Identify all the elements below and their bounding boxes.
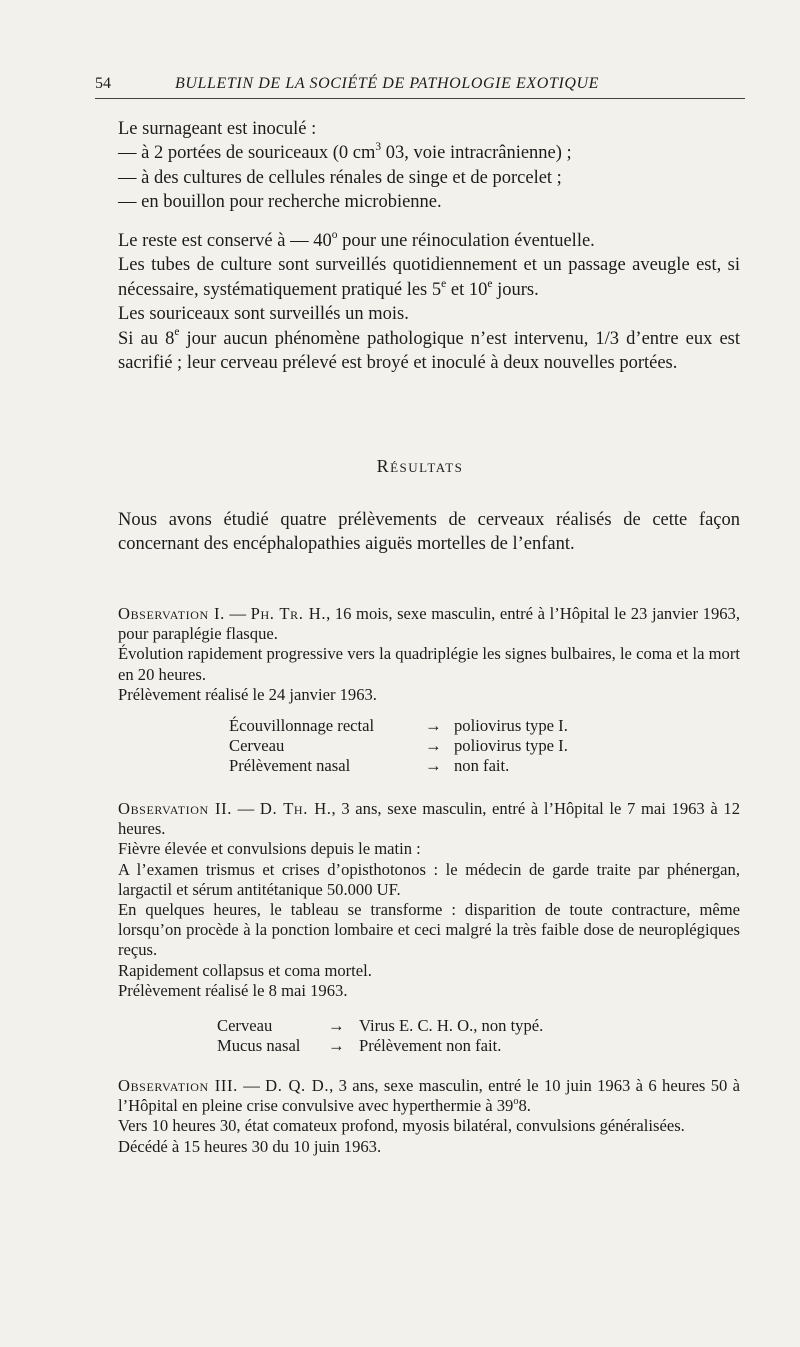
observation-3-coma: Vers 10 heures 30, état comateux profond, myosis bilatéral, convulsions généralisées. [118,1116,685,1136]
inoculation-item-1: — à 2 portées de souriceaux (0 $cm^3$ 03, voie intracrânienne) ; [118,141,572,164]
storage-paragraph: Le reste est conservé à — 40$^o$ pour une réinoculation éventuelle. [118,228,595,251]
observation-2-collapse: Rapidement collapsus et coma mortel. [118,960,372,980]
observation-2-evolution: En quelques heures, le tableau se transforme : disparition de toute contracture, même lorsqu’on procède à la ponction lombaire et ceci malgré la très faible dose de neuroplégiques reçus. [118,900,740,960]
section-heading: Résultats [376,456,464,476]
culture-paragraph: Les tubes de culture sont surveillés quotidiennement et un passage aveugle est, si nécessaire, systématiquement pratiqué les 5e et 10e jours. [118,255,740,300]
running-header [95,74,745,99]
observation-3-heading: Observation III. — D. Q. D., 3 ans, sexe masculin, entré le 10 juin 1963 à 6 heures 50 à l’Hôpital en pleine crise convulsive avec hyperthermie à 39$^o$8. [118,1076,741,1116]
observation-1 [118,604,740,705]
observation-1-evolution: Évolution rapidement progressive vers la quadriplégie les signes bulbaires, le coma et la mort en 20 heures. [118,644,740,684]
page: 54 BULLETIN DE LA SOCIÉTÉ DE PATHOLOGIE EXOTIQUE Le surnageant est inoculé : — à 2 portées de souriceaux (0 $cm^3$ 03, voie intracrânienne) ; — à des cultures de cellules rénales de singe et de porcelet ; — en bouillon pour recherche microbienne. Le reste est conservé à — 40$^o$ pour une réinoculation éventuelle. Les tubes de culture sont surveillés quotidiennement et un passage aveugle est, si nécessaire, systématiquement pratiqué les 5e et 10e jours. Les souriceaux sont surveillés un mois. Si au 8e jour aucun phénomène pathologique n’est intervenu, 1/3 d’entre eux est sacrifié ; leur cerveau prélevé est broyé et inoculé à deux nouvelles portées. Résultats Nous avons étudié quatre prélèvements de cerveaux réalisés de cette façon concernant des encéphalopathies aiguës mortelles de l’enfant. Observation I. — Ph. Tr. H., 16 mois, sexe masculin, entré à l’Hôpital le 23 janvier 1963, pour paraplégie flasque. Évolution rapidement progressive vers la quadriplégie les signes bulbaires, le coma et la mort en 20 heures. Prélèvement réalisé le 24 janvier 1963. Écouvillonnage rectal → poliovirus type I. Cerveau → poliovirus type I. Prélèvement nasal → non fait. Observation II. — D. Th. H., 3 ans, sexe masculin, entré à l’Hôpital le 7 mai 1963 à 12 heures. Fièvre élevée et convulsions depuis le matin : A l’examen trismus et crises d’opisthotonos : le médecin de garde traite par phénergan, largactil et sérum antitétanique 50.000 UF. En quelques heures, le tableau se transforme : disparition de toute contracture, même lorsqu’on procède à la ponction lombaire et ceci malgré la très faible dose de neuroplégiques reçus. Rapidement collapsus et coma mortel. Prélèvement réalisé le 8 mai 1963. Cerveau → Virus E. C. H. O., non typé. Mucus nasal → Prélèvement non fait. Observation III. — D. Q. D., 3 ans, sexe masculin, entré le 10 juin 1963 à 6 heures 50 à l’Hôpital en pleine crise convulsive avec hyperthermie à 39$^o$8. Vers 10 heures 30, état comateux profond, myosis bilatéral, convulsions généralisées. Décédé à 15 heures 30 du 10 juin 1963. [0,0,800,1347]
observation-3 [118,1076,740,1157]
inoculation-item-3: — en bouillon pour recherche microbienne. [118,192,442,213]
observation-2 [118,799,740,1001]
observation-2-fever: Fièvre élevée et convulsions depuis le matin : [118,839,421,859]
results-intro-block [118,508,740,557]
inoculation-intro: Le surnageant est inoculé : [118,119,317,139]
method-section [118,117,740,215]
sacrifice-paragraph: Si au 8e jour aucun phénomène pathologique n’est intervenu, 1/3 d’entre eux est sacrifié ; leur cerveau prélevé est broyé et inoculé à deux nouvelles portées. [118,326,740,374]
inoculation-item-2: — à des cultures de cellules rénales de singe et de porcelet ; [118,167,562,188]
observation-2-sampling: Prélèvement réalisé le 8 mai 1963. [118,980,348,1000]
observation-1-heading: Observation I. — Ph. Tr. H., 16 mois, sexe masculin, entré à l’Hôpital le 23 janvier 1963, pour paraplégie flasque. [118,604,740,644]
storage-paragraph-block [118,229,740,375]
results-intro: Nous avons étudié quatre prélèvements de cerveaux réalisés de cette façon concernant des encéphalopathies aiguës mortelles de l’enfant. [118,510,740,555]
observation-3-death: Décédé à 15 heures 30 du 10 juin 1963. [118,1136,382,1156]
observation-2-exam: A l’examen trismus et crises d’opisthotonos : le médecin de garde traite par phénergan, largactil et sérum antitétanique 50.000 UF. [118,859,740,899]
journal-title: BULLETIN DE LA SOCIÉTÉ DE PATHOLOGIE EXOTIQUE [175,75,600,92]
observation-2-heading: Observation II. — D. Th. H., 3 ans, sexe masculin, entré à l’Hôpital le 7 mai 1963 à 12 heures. [118,799,740,839]
mice-paragraph: Les souriceaux sont surveillés un mois. [118,304,409,325]
page-number: 54 [95,75,111,92]
observation-1-sampling: Prélèvement réalisé le 24 janvier 1963. [118,684,377,704]
